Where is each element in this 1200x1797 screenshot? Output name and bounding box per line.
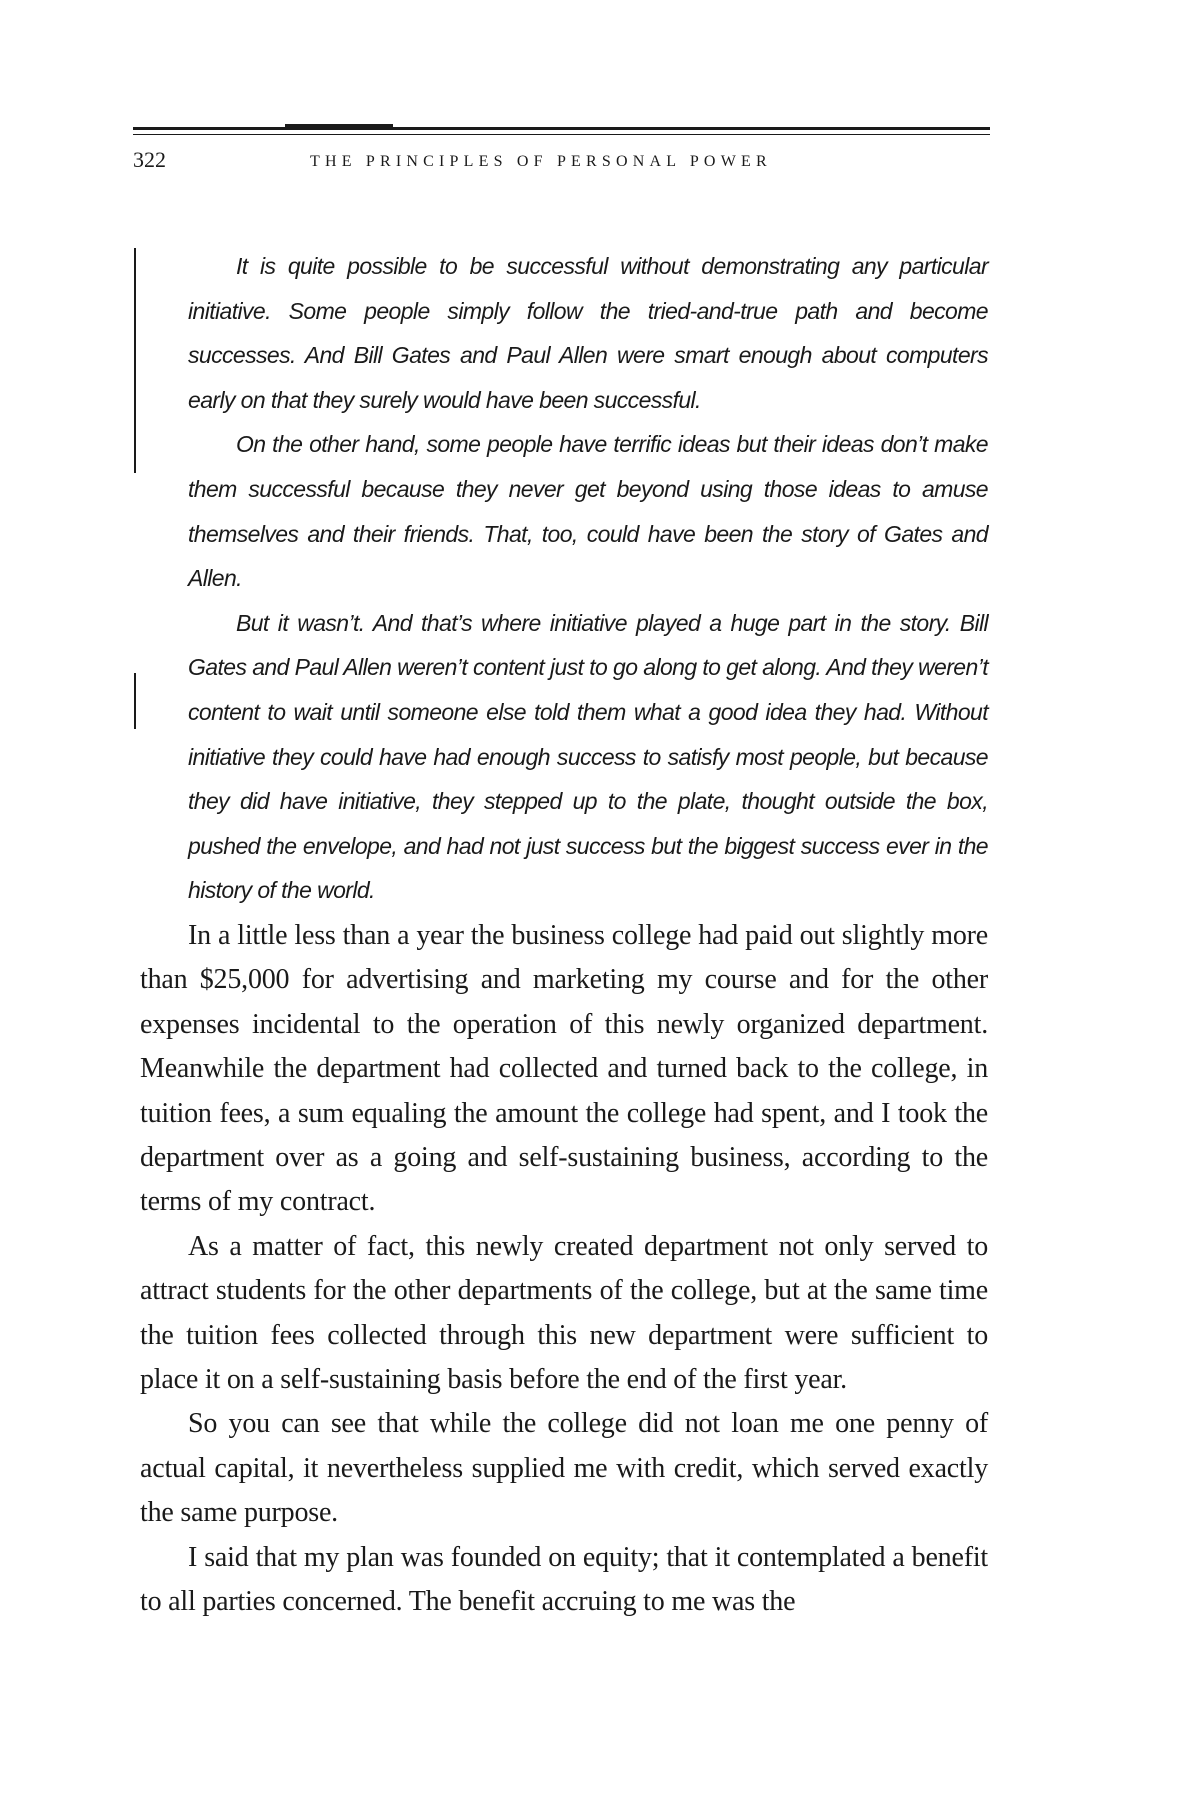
body-paragraph: I said that my plan was founded on equity; that it contemplated a benefit to all parties concerned. The benefit accruing to me was the [140,1541,988,1618]
header-rule-thick [133,127,990,130]
header-rule-thin [133,134,990,135]
body-paragraph: So you can see that while the college did not loan me one penny of actual capital, it nevertheless supplied me with credit, which served exactly the same purpose. [140,1408,988,1529]
sidebar-paragraph: It is quite possible to be successful without demonstrating any particular initiative. Some people simply follow the tried-and-true path and become successes. And Bill Gates and Paul Allen were smart enough about computers early on that they surely would have been successful. [188,253,988,413]
header-rule-accent [285,124,393,127]
body-text [140,914,988,1625]
margin-change-bar [134,248,136,473]
body-paragraph: As a matter of fact, this newly created department not only served to attract students for the other departments of the college, but at the same time the tuition fees collected through this new department were sufficient to place it on a self-sustaining basis before the end of the first year. [140,1230,988,1396]
sidebar-paragraph: But it wasn’t. And that’s where initiative played a huge part in the story. Bill Gates and Paul Allen weren’t content just to go along to get along. And they weren’t content to wait until someone else told them what a good idea they had. Without initiative they could have had enough success to satisfy most people, but because they did have initiative, they stepped up to the plate, thought outside the box, pushed the envelope, and had not just success but the biggest success ever in the history of the world. [188,609,988,904]
running-head: THE PRINCIPLES OF PERSONAL POWER [310,153,772,170]
body-paragraph: In a little less than a year the business college had paid out slightly more than $25,000 for advertising and marketing my course and for the other expenses incidental to the operation of this newly organized department. Meanwhile the department had collected and turned back to the college, in tuition fees, a sum equaling the amount the college had spent, and I took the department over as a going and self-sustaining business, according to the terms of my contract. [140,920,988,1218]
sidebar-paragraph: On the other hand, some people have terrific ideas but their ideas don’t make them successful because they never get beyond using those ideas to amuse themselves and their friends. That, too, could have been the story of Gates and Allen. [188,431,988,592]
margin-change-bar [134,673,136,729]
sidebar-passage [188,244,988,913]
page-number: 322 [133,147,166,172]
